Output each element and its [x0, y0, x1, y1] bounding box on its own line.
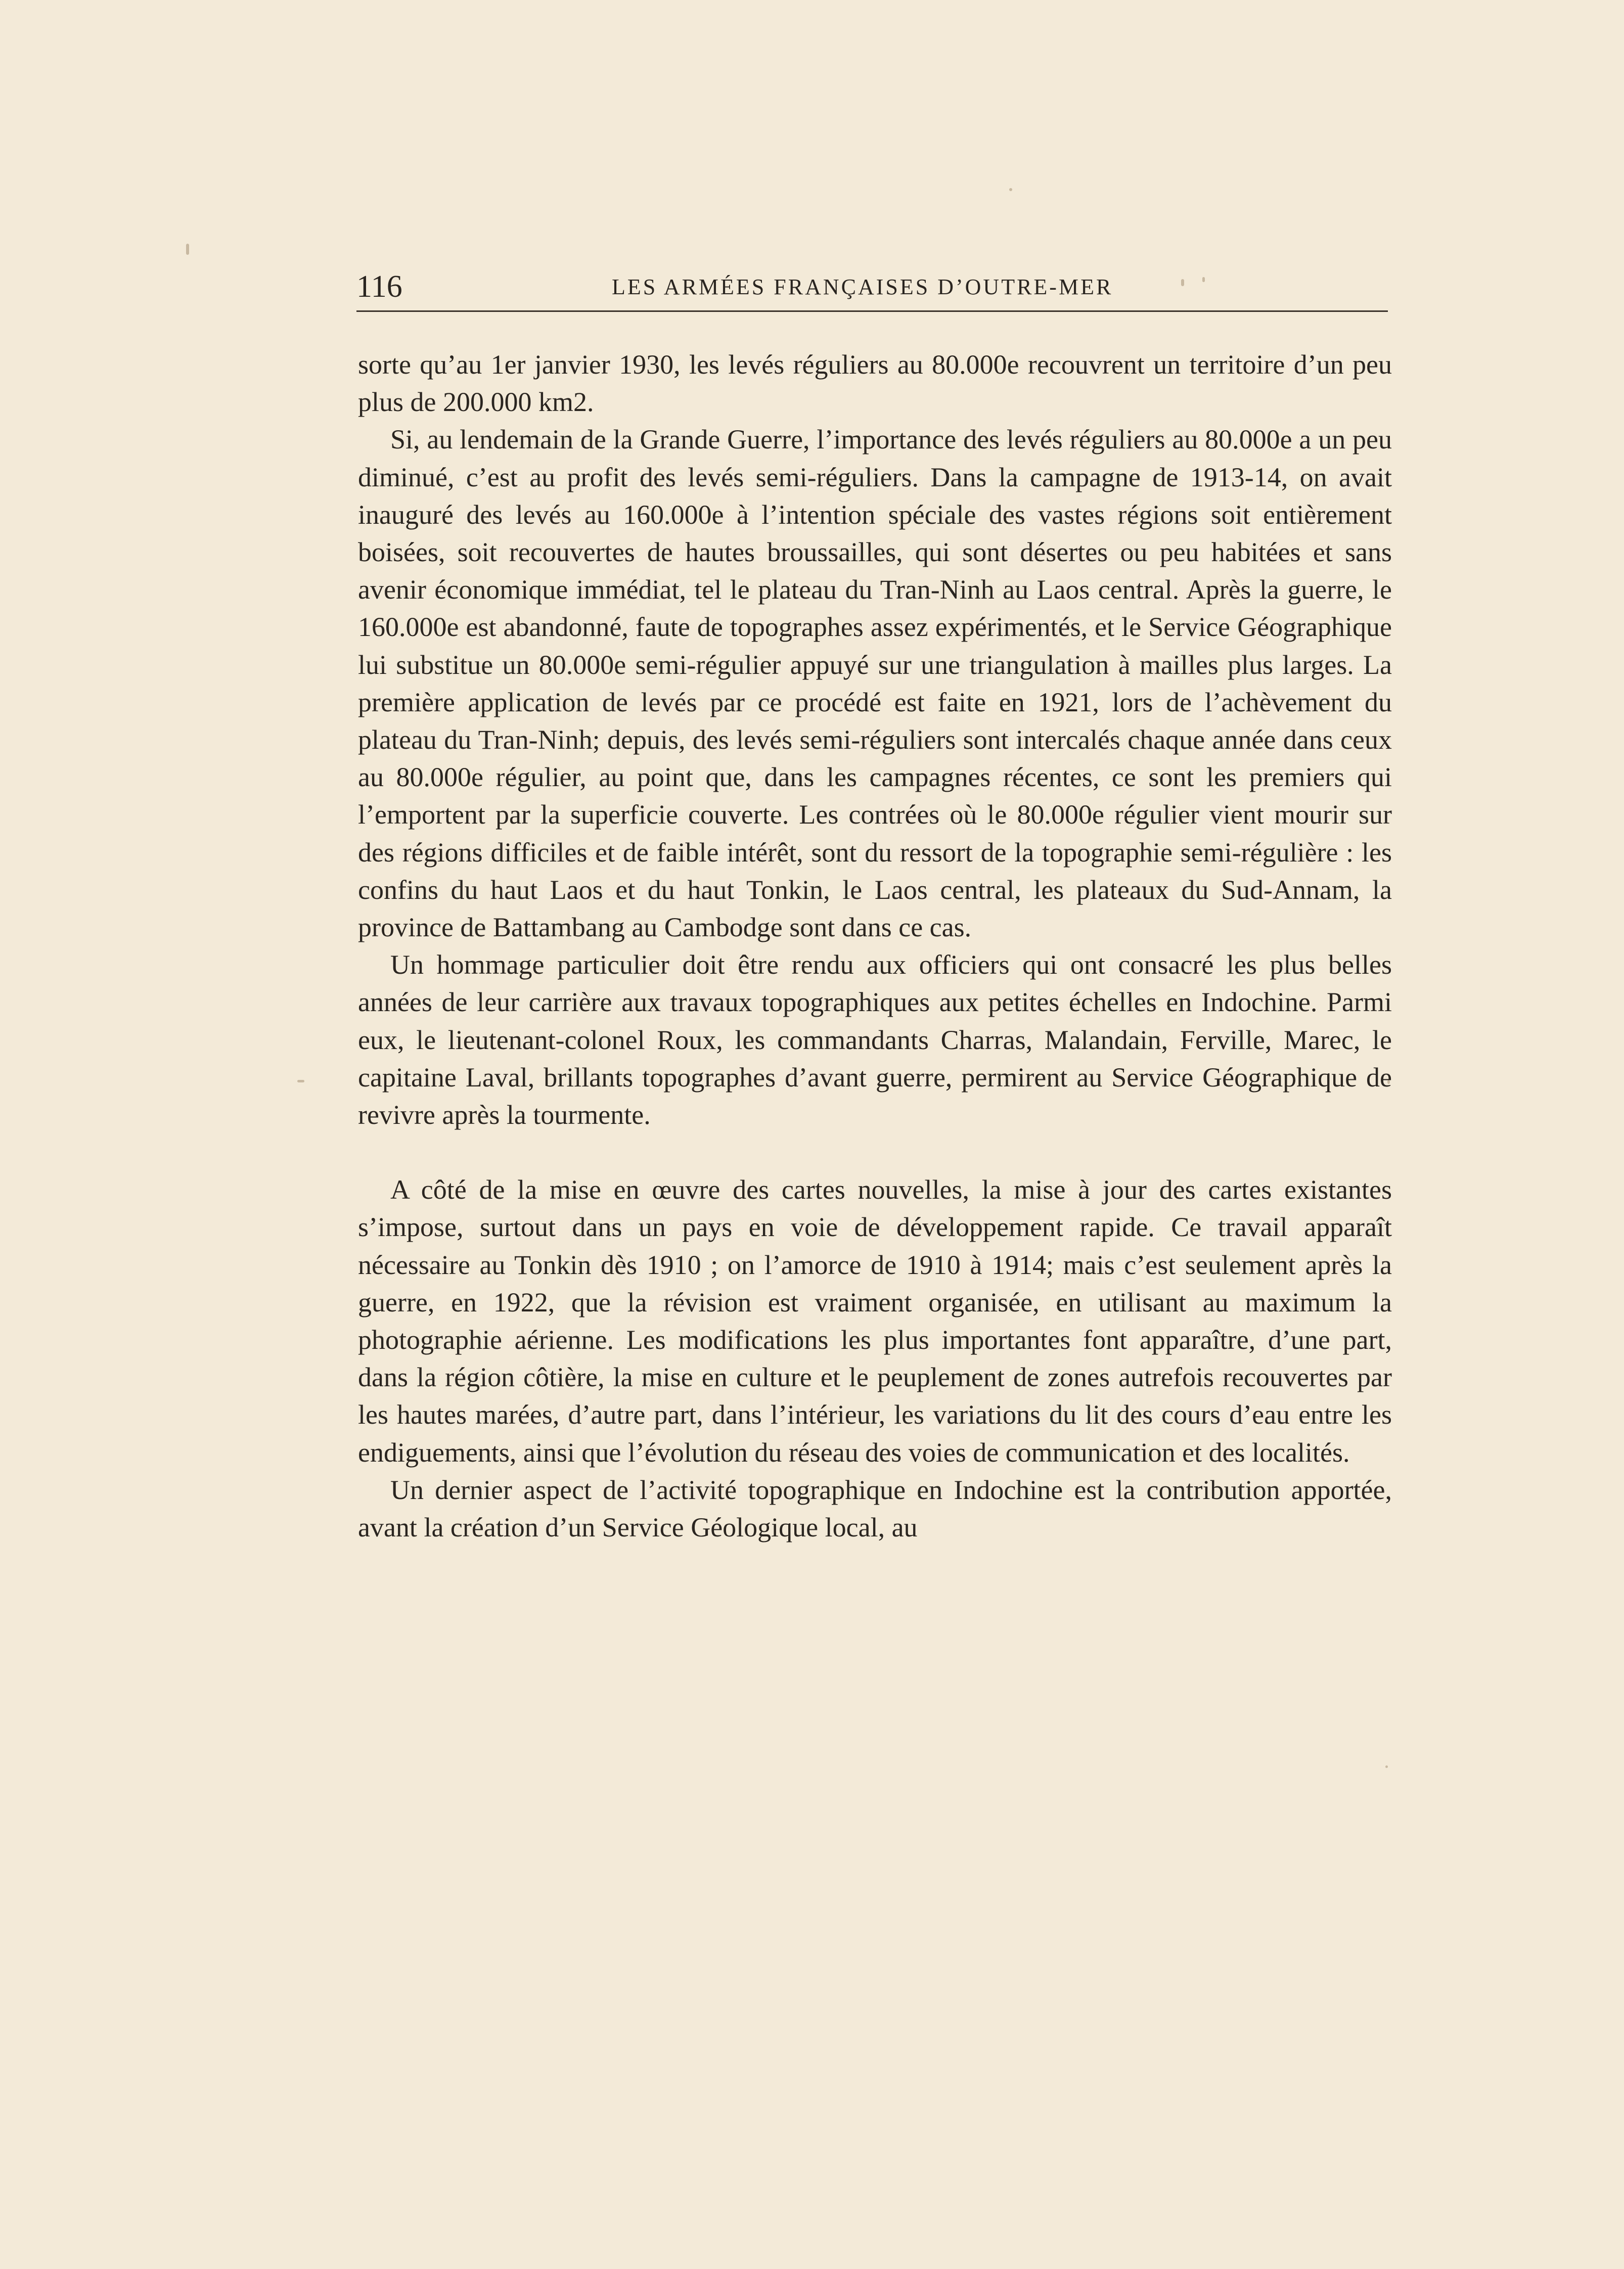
paper-speck: [1009, 188, 1012, 191]
body-text: [358, 346, 1392, 1546]
paper-speck: [297, 1080, 304, 1082]
paper-speck: [186, 244, 189, 255]
page-number: 116: [356, 269, 402, 304]
paper-speck: [1385, 1765, 1388, 1768]
paragraph-geology-contribution: Un dernier aspect de l’activité topographique en Indochine est la contribution apportée, avant la création d’un Service Géologique local, au: [358, 1474, 1392, 1543]
paragraph-map-revision: A côté de la mise en œuvre des cartes nouvelles, la mise à jour des cartes existantes s’impose, surtout dans un pays en voie de développement rapide. Ce travail apparaît nécessaire au Tonkin dès 1910 ; on l’amorce de 1910 à 1914; mais c’est seulement après la guerre, en 1922, que la révision est vraiment organisée, en utilisant au maximum la photographie aérienne. Les modifications les plus importantes font apparaître, d’une part, dans la région côtière, la mise en culture et le peuplement de zones autrefois recouvertes par les hautes marées, d’autre part, dans l’intérieur, les variations du lit des cours d’eau entre les endiguements, ainsi que l’évolution du réseau des voies de communication et des localités.: [358, 1174, 1392, 1468]
running-title: LES ARMÉES FRANÇAISES D’OUTRE-MER: [612, 275, 1113, 299]
paragraph-continuation: sorte qu’au 1er janvier 1930, les levés réguliers au 80.000e recouvrent un territoire d’un peu plus de 200.000 km2.: [358, 349, 1392, 418]
page-header: [356, 269, 1388, 304]
header-rule: [356, 310, 1388, 312]
paragraph-tribute-officers: Un hommage particulier doit être rendu aux officiers qui ont consacré les plus belles années de leur carrière aux travaux topographiques aux petites échelles en Indochine. Parmi eux, le lieutenant-colonel Roux, les commandants Charras, Malandain, Ferville, Marec, le capitaine Laval, brillants topographes d’avant guerre, permirent au Service Géographique de revivre après la tourmente.: [358, 949, 1392, 1130]
paragraph-semi-regular-surveys: Si, au lendemain de la Grande Guerre, l’importance des levés réguliers au 80.000e a un peu diminué, c’est au profit des levés semi-réguliers. Dans la campagne de 1913-14, on avait inauguré des levés au 160.000e à l’intention spéciale des vastes régions soit entièrement boisées, soit recouvertes de hautes broussailles, qui sont désertes ou peu habitées et sans avenir économique immédiat, tel le plateau du Tran-Ninh au Laos central. Après la guerre, le 160.000e est abandonné, faute de topographes assez expérimentés, et le Service Géographique lui substitue un 80.000e semi-régulier appuyé sur une triangulation à mailles plus larges. La première application de levés par ce procédé est faite en 1921, lors de l’achèvement du plateau du Tran-Ninh; depuis, des levés semi-réguliers sont intercalés chaque année dans ceux au 80.000e régulier, au point que, dans les campagnes récentes, ce sont les premiers qui l’emportent par la superficie couverte. Les contrées où le 80.000e régulier vient mourir sur des régions difficiles et de faible intérêt, sont du ressort de la topographie semi-régulière : les confins du haut Laos et du haut Tonkin, le Laos central, les plateaux du Sud-Annam, la province de Battambang au Cambodge sont dans ce cas.: [358, 424, 1392, 943]
